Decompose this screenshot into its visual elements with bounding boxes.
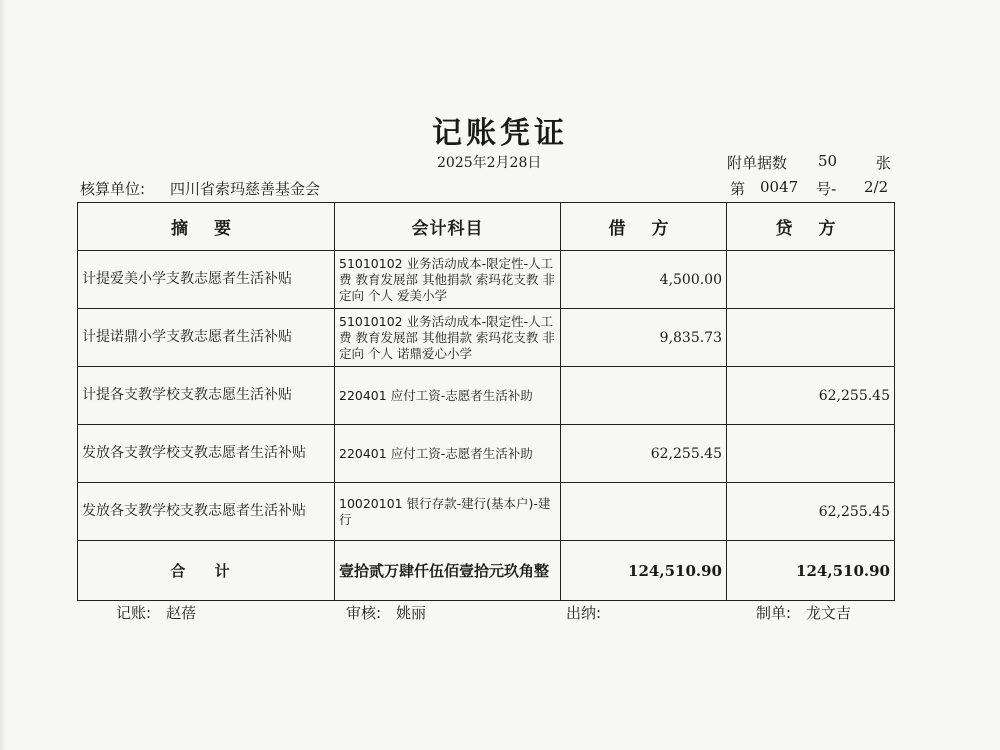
row-summary: 计提各支教学校支教志愿生活补贴 [78,367,335,425]
header-summary: 摘 要 [78,203,335,251]
voucher-table [77,202,895,601]
total-row [78,541,895,601]
total-label: 合 计 [78,541,335,601]
row-credit [727,425,895,483]
row-account: 10020101 银行存款-建行(基本户)-建行 [335,483,561,541]
preparer-label: 制单: [756,604,792,622]
voucher-number: 0047 [760,178,799,196]
attachments-unit: 张 [876,154,892,172]
row-summary: 发放各支教学校支教志愿者生活补贴 [78,425,335,483]
attachments-count: 50 [818,152,838,170]
reviewer-label: 审核: [346,604,382,622]
row-credit [727,309,895,367]
row-account: 220401 应付工资-志愿者生活补助 [335,367,561,425]
voucher-title: 记账凭证 [432,116,568,151]
row-account: 51010102 业务活动成本-限定性-人工费 教育发展部 其他捐款 索玛花支教 非定向 个人 诺鼎爱心小学 [335,309,561,367]
total-debit: 124,510.90 [561,541,727,601]
total-credit: 124,510.90 [727,541,895,601]
row-account: 51010102 业务活动成本-限定性-人工费 教育发展部 其他捐款 索玛花支教 非定向 个人 爱美小学 [335,251,561,309]
table-row [78,367,895,425]
table-row [78,251,895,309]
row-account: 220401 应付工资-志愿者生活补助 [335,425,561,483]
row-debit [561,483,727,541]
bookkeeper-name: 赵蓓 [166,604,197,622]
table-row [78,309,895,367]
header-credit: 贷 方 [727,203,895,251]
row-debit: 62,255.45 [561,425,727,483]
table-header-row [78,203,895,251]
header-debit: 借 方 [561,203,727,251]
total-in-words: 壹拾贰万肆仟伍佰壹拾元玖角整 [335,541,561,601]
accounting-unit-label: 核算单位: [80,180,146,198]
table-row [78,425,895,483]
voucher-no-prefix: 第 [730,180,746,198]
row-debit [561,367,727,425]
row-debit: 9,835.73 [561,309,727,367]
row-summary: 计提诺鼎小学支教志愿者生活补贴 [78,309,335,367]
preparer-name: 龙文吉 [806,604,852,622]
accounting-unit-name: 四川省索玛慈善基金会 [170,180,321,198]
voucher-date: 2025年2月28日 [437,155,542,171]
bookkeeper-label: 记账: [116,604,152,622]
voucher-no-suffix: 号- [816,180,837,198]
cashier-label: 出纳: [566,604,602,622]
table-row [78,483,895,541]
row-summary: 发放各支教学校支教志愿者生活补贴 [78,483,335,541]
voucher-page: 2/2 [864,178,889,196]
row-credit: 62,255.45 [727,367,895,425]
attachments-label: 附单据数 [727,154,788,172]
reviewer-name: 姚丽 [396,604,427,622]
row-debit: 4,500.00 [561,251,727,309]
row-credit: 62,255.45 [727,483,895,541]
row-credit [727,251,895,309]
header-account: 会计科目 [335,203,561,251]
row-summary: 计提爱美小学支教志愿者生活补贴 [78,251,335,309]
